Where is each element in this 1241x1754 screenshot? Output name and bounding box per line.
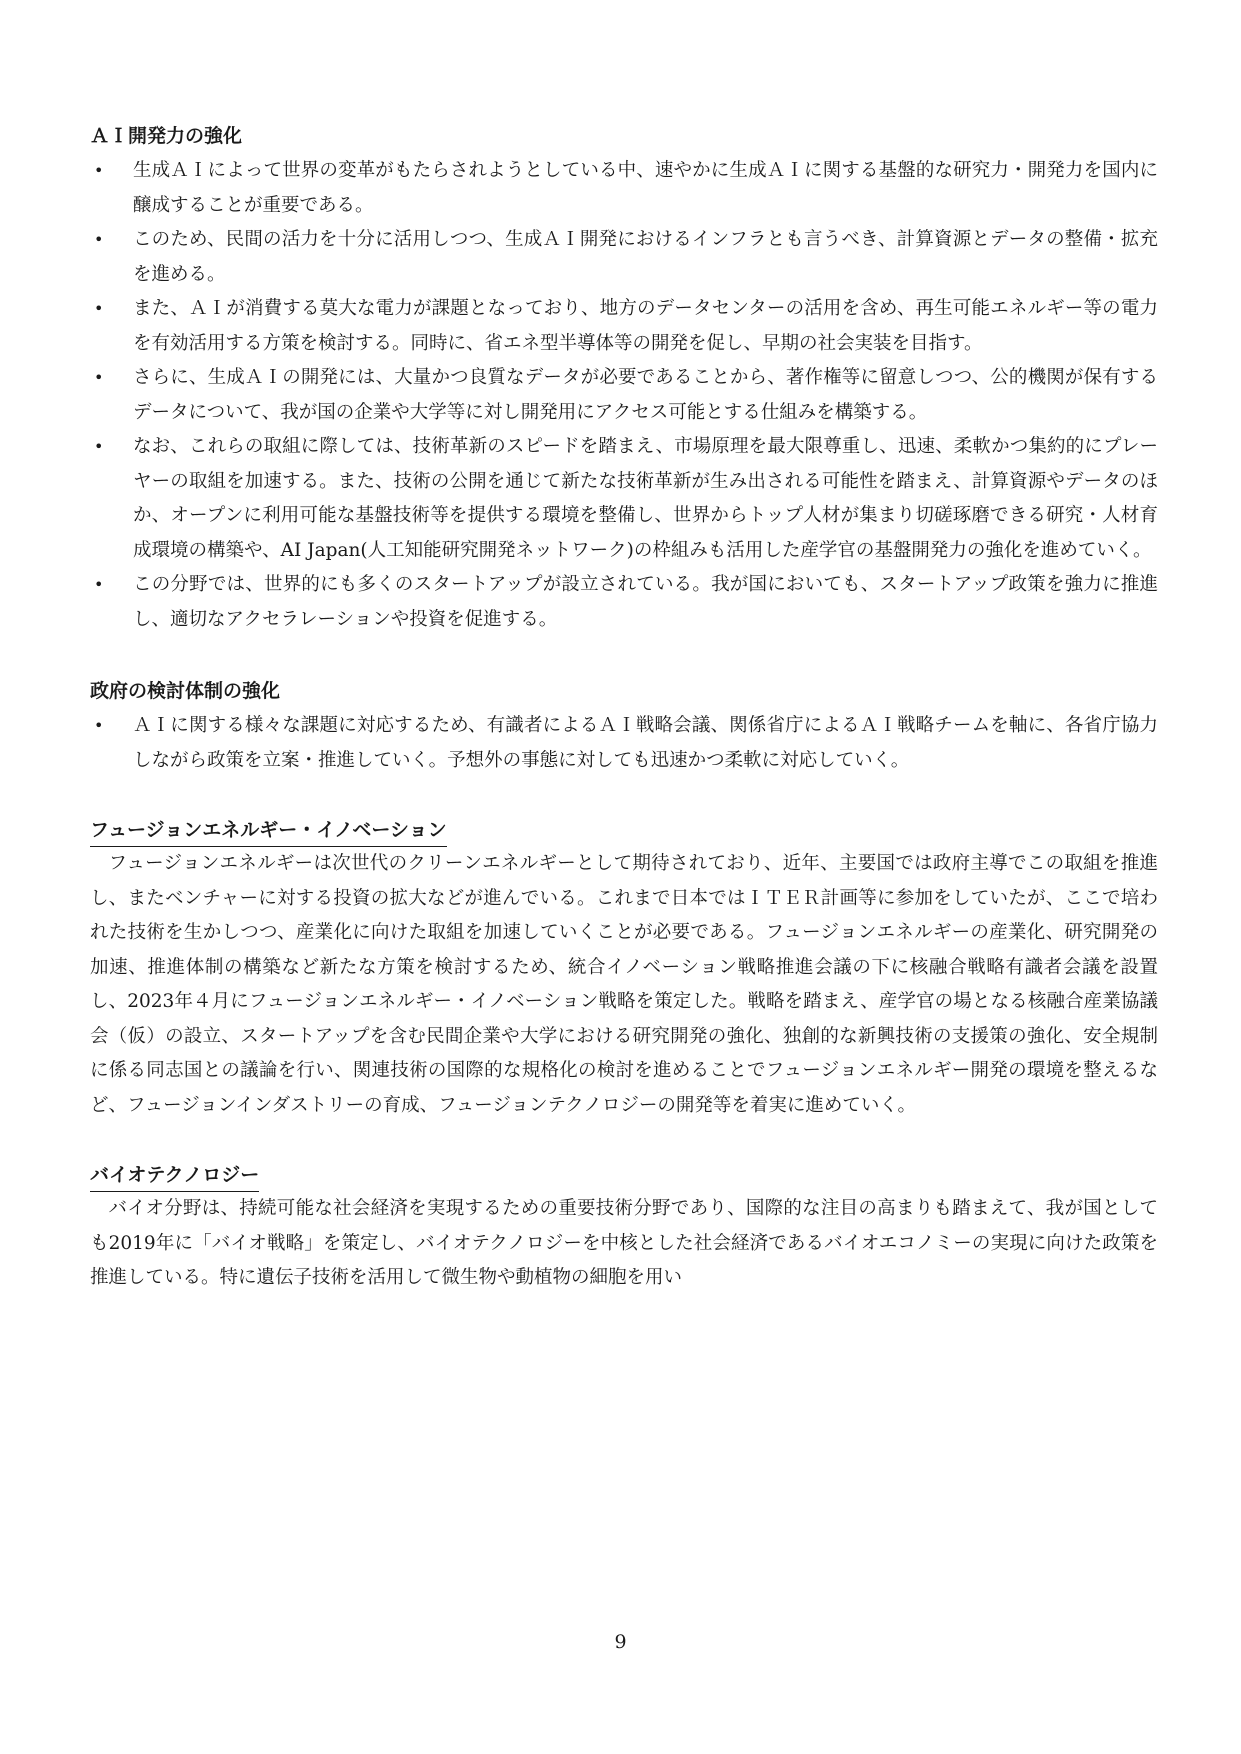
- section-heading: ＡＩ開発力の強化: [90, 125, 243, 147]
- list-item-text: また、ＡＩが消費する莫大な電力が課題となっており、地方のデータセンターの活用を含め、再生可能エネルギー等の電力を有効活用する方策を検討する。同時に、省エネ型半導体等の開発を促し、早期の社会実装を目指す。: [133, 298, 1158, 354]
- section-paragraph: フュージョンエネルギーは次世代のクリーンエネルギーとして期待されており、近年、主要国では政府主導でこの取組を推進し、またベンチャーに対する投資の拡大などが進んでいる。これまで日本ではＩＴＥＲ計画等に参加をしていたが、ここで培われた技術を生かしつつ、産業化に向けた取組を加速していくことが必要である。フュージョンエネルギーの産業化、研究開発の加速、推進体制の構築など新たな方策を検討するため、統合イノベーション戦略推進会議の下に核融合戦略有識者会議を設置し、2023年４月にフュージョンエネルギー・イノベーション戦略を策定した。戦略を踏まえ、産学官の場となる核融合産業協議会（仮）の設立、スタートアップを含む民間企業や大学における研究開発の強化、独創的な新興技術の支援策の強化、安全規制に係る同志国との議論を行い、関連技術の国際的な規格化の検討を進めることでフュージョンエネルギー開発の環境を整えるなど、フュージョンインダストリーの育成、フュージョンテクノロジーの開発等を着実に進めていく。: [90, 853, 1158, 1116]
- section-fusion-energy: [90, 814, 1158, 1123]
- list-item: [90, 154, 1158, 223]
- page-content: [90, 118, 1158, 1296]
- list-item-text: なお、これらの取組に際しては、技術革新のスピードを踏まえ、市場原理を最大限尊重し、迅速、柔軟かつ集約的にプレーヤーの取組を加速する。また、技術の公開を通じて新たな技術革新が生み出される可能性を踏まえ、計算資源やデータのほか、オープンに利用可能な基盤技術等を提供する環境を整備し、世界からトップ人材が集まり切磋琢磨できる研究・人材育成環境の構築や、AI Japan(人工知能研究開発ネットワーク)の枠組みも活用した産学官の基盤開発力の強化を進めていく。: [133, 436, 1158, 561]
- section-heading: フュージョンエネルギー・イノベーション: [90, 814, 447, 847]
- list-item: [90, 361, 1158, 430]
- section-heading: 政府の検討体制の強化: [90, 680, 281, 702]
- bullet-marker: •: [94, 368, 104, 387]
- list-item: [90, 709, 1158, 778]
- list-item: [90, 430, 1158, 568]
- list-item: [90, 568, 1158, 637]
- list-item-text: この分野では、世界的にも多くのスタートアップが設立されている。我が国においても、スタートアップ政策を強力に推進し、適切なアクセラレーションや投資を促進する。: [133, 574, 1158, 630]
- bullet-marker: •: [94, 161, 104, 180]
- page-number: 9: [614, 1631, 627, 1653]
- bullet-marker: •: [94, 299, 104, 318]
- bullet-marker: •: [94, 575, 104, 594]
- list-item: [90, 223, 1158, 292]
- section-government-structure: [90, 673, 1158, 778]
- list-item-text: ＡＩに関する様々な課題に対応するため、有識者によるＡＩ戦略会議、関係省庁によるＡＩ戦略チームを軸に、各省庁協力しながら政策を立案・推進していく。予想外の事態に対しても迅速かつ柔軟に対応していく。: [133, 715, 1158, 771]
- bullet-marker: •: [94, 230, 104, 249]
- bullet-marker: •: [94, 716, 104, 735]
- section-heading: バイオテクノロジー: [90, 1159, 259, 1192]
- list-item: [90, 292, 1158, 361]
- list-item-text: さらに、生成ＡＩの開発には、大量かつ良質なデータが必要であることから、著作権等に留意しつつ、公的機関が保有するデータについて、我が国の企業や大学等に対し開発用にアクセス可能とする仕組みを構築する。: [133, 367, 1158, 423]
- section-ai-development: [90, 118, 1158, 637]
- list-item-text: このため、民間の活力を十分に活用しつつ、生成ＡＩ開発におけるインフラとも言うべき、計算資源とデータの整備・拡充を進める。: [133, 229, 1158, 285]
- bullet-list: [90, 709, 1158, 778]
- section-biotechnology: [90, 1159, 1158, 1296]
- bullet-marker: •: [94, 437, 104, 456]
- section-paragraph: バイオ分野は、持続可能な社会経済を実現するための重要技術分野であり、国際的な注目の高まりも踏まえて、我が国としても2019年に「バイオ戦略」を策定し、バイオテクノロジーを中核とした社会経済であるバイオエコノミーの実現に向けた政策を推進している。特に遺伝子技術を活用して微生物や動植物の細胞を用い: [90, 1198, 1158, 1288]
- list-item-text: 生成ＡＩによって世界の変革がもたらされようとしている中、速やかに生成ＡＩに関する基盤的な研究力・開発力を国内に醸成することが重要である。: [133, 160, 1158, 216]
- bullet-list: [90, 154, 1158, 637]
